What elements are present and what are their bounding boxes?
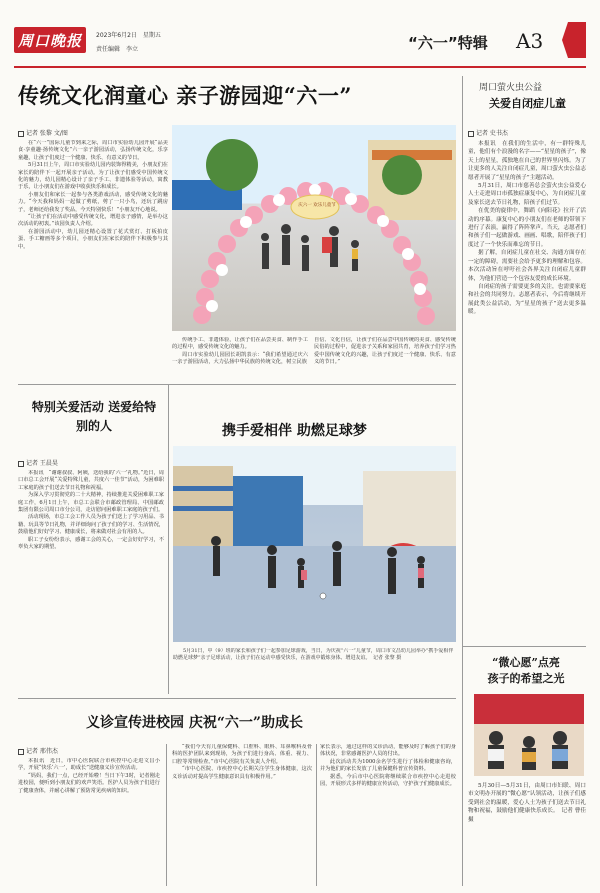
paragraph: 5月31日上午，周口市实验幼儿园内装饰得精美，小朋友们在家长的陪伴下一起开展亲子活动。为了让孩子们感受中国传统文化的魅力，幼儿园精心设计了亲子手工、非遗体验等活动，寓教于乐，让小朋友们在游戏中收获快乐和成长。 xyxy=(18,162,168,191)
story-four-col3 xyxy=(320,744,456,886)
wish-photo xyxy=(474,694,584,776)
football-field-illustration xyxy=(173,446,456,642)
story-two-title xyxy=(30,398,158,436)
paragraph: 周口市实验幼儿园园长胡凯表示：“我们希望通过庆六一亲子游园活动，大力弘扬中华民族的传统文化，树立民族 xyxy=(172,351,308,366)
story-four-col1 xyxy=(18,758,160,886)
paragraph: “妈妈，我们一点，已经开始啦！当日下午3时，记者刚走进校园，便听到小朋友们的欢声笑语。医护人员为孩子们进行了健康查体，并耐心讲解了预防常见疾病的知识。 xyxy=(18,772,160,794)
paragraph: 家长表示，通过这样的义诊活动，能够及时了解孩子们的身体状况，非常感谢医护人员的付出。 xyxy=(320,744,456,758)
paragraph: 本报讯 “谢谢叔叔、阿姨，送给我的‘六一’礼物。”近日，周口市总工会开展“关爱特殊儿童，共度六一佳节”活动，为困难职工家庭的孩子们送去节日礼物和祝福。 xyxy=(18,470,164,491)
paragraph: 自闭症的孩子需要更多的关注，也需要家庭和社会的共同努力。志愿者表示，今后将继续开展此类公益活动，为“星星的孩子”送去更多温暖。 xyxy=(468,283,586,316)
story-four-col2 xyxy=(172,744,312,886)
paragraph: 本报讯 近日，市中心医院联合市疾控中心走进文昌小学，开展“快乐‘六一’，助成长”送健康义诊宣传活动。 xyxy=(18,758,160,772)
paragraph: 本报讯 在我们的生活中，有一群特殊儿童，他们有个浪漫的名字——“星星的孩子”，像天上的星星，孤独地在自己的世界里闪烁。为了让更多的人关注自闭症儿童，周口萤火虫公益志愿者开展了“星星的孩子”主题活动。 xyxy=(468,141,586,181)
masthead-logo xyxy=(14,27,86,53)
column-divider xyxy=(462,646,463,886)
byline-square-icon xyxy=(18,749,24,755)
column-divider xyxy=(316,744,317,886)
paragraph: 此次活动共为1000余名学生进行了体检和健康咨询，并为他们的家长发放了儿童保健科普宣传资料。 xyxy=(320,758,456,773)
story-four-byline: 记者 邢伟杰 xyxy=(18,746,58,755)
side-story-kicker: 周口萤火虫公益 xyxy=(479,83,543,93)
section-rule xyxy=(18,698,456,699)
column-divider xyxy=(462,76,463,646)
football-photo xyxy=(173,446,456,642)
story-five-body xyxy=(468,782,586,886)
football-photo-caption: 5月31日，中（9）班的家长和孩子们一起参加足球游戏，当日，为庆祝“六一”儿童节，周口市文昌幼儿园举办“携手爱相伴 助燃足球梦”亲子足球活动，让孩子们在运动中感受快乐，在游戏中锻炼身体、增进友谊。 记者 张黎 摄 xyxy=(173,648,454,661)
story-two-title-text: 特别关爱活动 送爱给特别的人 xyxy=(31,400,157,433)
story-two-body xyxy=(18,470,164,688)
paragraph: 小朋友们和家长一起参与各类游戏活动，感受传统文化的魅力。“今天我和妈妈一起做了剪纸，剪了一只小鸟，还玩了跳房子，老师还给我发了奖品，今天特别快乐！”小朋友开心地说。 xyxy=(18,191,168,213)
story-five-title-line2: 孩子的希望之光 xyxy=(487,672,565,685)
paragraph: “市中心医院、市疾控中心长期关注学生身体健康，这次义诊活动对提高学生健康意识具有积极作用。” xyxy=(172,766,312,780)
logo-text: 周口晚报 xyxy=(17,31,82,50)
story-five-title-line1: “微心愿”点亮 xyxy=(492,656,560,669)
paragraph: 职工子女纷纷表示，感谢工会的关心，一定会好好学习，不辜负大家的期望。 xyxy=(18,536,164,551)
section-title: “六一”特辑 xyxy=(408,34,488,52)
side-story-body xyxy=(468,140,586,638)
byline-square-icon xyxy=(468,131,474,137)
paragraph: 为深入学习贯彻党的二十大精神，持续推进关爱困难职工家庭工作，6月1日上午，市总工会联合市邮政管理局、中国邮政集团有限公司周口市分公司，走访慰问困难职工家庭的孩子们。 xyxy=(18,492,164,514)
side-story-byline: 记者 史书杰 xyxy=(468,128,508,137)
column-divider xyxy=(166,744,167,886)
masthead xyxy=(0,0,600,70)
section-rule xyxy=(18,384,456,385)
main-story-col-mid xyxy=(172,337,308,377)
byline-square-icon xyxy=(18,131,24,137)
byline-square-icon xyxy=(18,461,24,467)
main-story-byline: 记者 张黎 文/图 xyxy=(18,128,68,137)
paragraph: 5月31日，周口市慈善总会萤火虫公益爱心人士走进周口市孤独症康复中心，为自闭症儿童及家长送去节日礼物，陪孩子们过节。 xyxy=(468,183,586,206)
column-divider xyxy=(168,384,169,694)
paragraph: 在优美的旋律中，舞蹈《向阳花》拉开了活动的序幕。康复中心的小朋友们在老师的带领下进行了表演，赢得了阵阵掌声。当天，志愿者们和孩子们一起做游戏、画画、唱歌，陪伴孩子们度过了一个快乐而难忘的节日。 xyxy=(468,208,586,248)
main-story-photo xyxy=(172,125,456,331)
paragraph: 据了解，自闭症儿童在社交、沟通方面存在一定的障碍，需要社会给予更多的理解和包容。本次活动旨在呼吁社会各界关注自闭症儿童群体，为他们营造一个包容友爱的成长环境。 xyxy=(468,250,586,282)
paragraph: 在游园活动中，幼儿园还精心设置了花式赏灯、打板拍皮蛋、手工糖画等多个项目，小朋友们在家长的陪伴下积极参与其中。 xyxy=(18,228,168,250)
story-three-title: 携手爱相伴 助燃足球梦 xyxy=(222,423,367,439)
balloon-arch-label: 庆六一 欢乐儿童节 xyxy=(298,203,336,208)
masthead-editor: 责任编辑 李立 xyxy=(96,46,139,53)
section-rule xyxy=(462,646,586,647)
paragraph: “让孩子们在活动中感受传统文化，增进亲子感情，是举办这次活动的初衷。”该园负责人介绍。 xyxy=(18,214,168,228)
paragraph: “我们今天有儿童保健科、口腔科、眼科、耳鼻喉科及骨科的医护团队来到现场，为孩子们进行身高、体重、视力、口腔等常规检查。”市中心医院有关负责人介绍。 xyxy=(172,744,312,765)
paragraph: 5月30日—5月31日，由周口市妇联、周口市文明办开展的“微心愿”认领活动，让孩子们感受到社会的温暖，爱心人士为孩子们送去节日礼物和祝福，鼓励他们健康快乐成长。 记者 曹佳 摄 xyxy=(468,783,586,823)
paragraph: 据悉，今后市中心医院将继续联合市疾控中心走进校园，开展形式多样的健康宣传活动，守护孩子们健康成长。 xyxy=(320,773,456,788)
paragraph: 在“六一”国际儿童节到来之际，周口市实验幼儿园开展“品美食·享童趣·扬传统文化”六一亲子游园活动，弘扬传统文化，乐享童趣，让孩子们度过一个健康、快乐、有意义的节日。 xyxy=(18,140,168,161)
main-story-title: 传统文化润童心 亲子游园迎“六一” xyxy=(18,83,352,108)
paragraph: 传统手工、非遗体验，让孩子们在品尝美食、制作手工的过程中，感受传统文化的魅力。 xyxy=(172,337,308,351)
main-story-col-left xyxy=(18,140,168,372)
masthead-date: 2023年6月2日 星期五 xyxy=(96,32,161,39)
paragraph: 活动现场，市总工会工作人员为孩子们送上了学习用品、书籍、玩具等节日礼物，并详细询问了孩子们的学习、生活情况，鼓励他们好好学习、健康成长，将来做对社会有用的人。 xyxy=(18,514,164,536)
balloon-arch-illustration xyxy=(172,125,456,331)
wish-photo-illustration xyxy=(474,694,584,776)
main-story-col-right xyxy=(314,337,456,377)
page-tab-arrow-icon xyxy=(562,22,586,58)
story-four-title: 义诊宣传进校园 庆祝“六一”助成长 xyxy=(86,715,303,731)
story-five-title xyxy=(466,655,586,687)
paragraph: 自信、文化自信，让孩子们在品尝中国传统的美食、感受传统民俗的过程中，促进亲子关系和家园共育，培养孩子们学习热爱中国传统文化的兴趣，让孩子们度过一个健康、快乐、有意义的节日。” xyxy=(314,337,456,366)
page-number: A3 xyxy=(516,29,544,53)
story-two-byline: 记者 王晨昊 xyxy=(18,458,58,467)
side-story-title: 关爱自闭症儿童 xyxy=(489,97,566,110)
masthead-rule xyxy=(14,66,586,68)
